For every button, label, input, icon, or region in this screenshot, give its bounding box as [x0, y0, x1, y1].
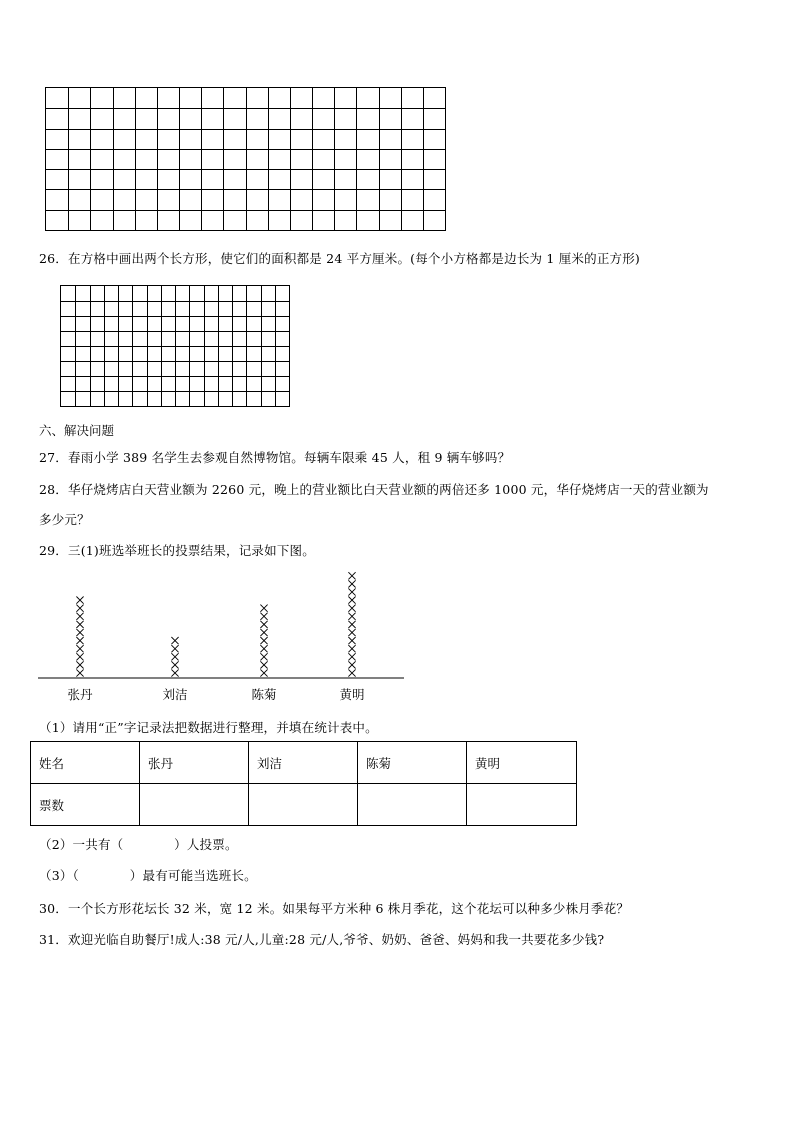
tally-mark [348, 597, 355, 604]
tally-mark [76, 629, 83, 636]
table-row-votes [31, 784, 577, 826]
question-29-part2: （2）一共有（ ）人投票。 [39, 837, 238, 852]
table-header-row [31, 742, 577, 784]
question-29: 29．三(1)班选举班长的投票结果，记录如下图。 [39, 543, 315, 558]
tally-mark [76, 653, 83, 660]
tally-mark [348, 572, 355, 579]
question-29-part3: （3）（ ）最有可能当选班长。 [39, 868, 257, 883]
tally-category-label: 陈菊 [251, 687, 277, 702]
tally-mark [260, 661, 267, 668]
tally-mark [76, 669, 83, 676]
header-cell-zhangdan: 张丹 [140, 742, 249, 784]
vote-input-cell-huangming[interactable] [467, 784, 577, 826]
tally-mark [76, 605, 83, 612]
tally-mark [76, 645, 83, 652]
vote-tally-chart [38, 568, 404, 708]
tally-mark [348, 637, 355, 644]
vote-input-cell-zhangdan[interactable] [140, 784, 249, 826]
tally-category-label: 刘洁 [162, 687, 188, 702]
question-31: 31．欢迎光临自助餐厅!成人:38 元/人,儿童:28 元/人,爷爷、奶奶、爸爸、妈妈和我一共要花多少钱? [39, 932, 605, 947]
tally-mark [348, 580, 355, 587]
tally-mark [76, 613, 83, 620]
tally-mark [260, 645, 267, 652]
tally-mark [348, 661, 355, 668]
question-28-line2: 多少元？ [39, 512, 90, 527]
tally-mark [348, 613, 355, 620]
tally-category-label: 黄明 [339, 687, 365, 702]
header-cell-huangming: 黄明 [467, 742, 577, 784]
header-cell-name: 姓名 [31, 742, 140, 784]
vote-input-cell-liujie[interactable] [249, 784, 358, 826]
question-28-line1: 28．华仔烧烤店白天营业额为 2260 元，晚上的营业额比白天营业额的两倍还多 1000 元，华仔烧烤店一天的营业额为 [39, 482, 709, 497]
tally-mark [260, 605, 267, 612]
tally-mark [76, 597, 83, 604]
tally-mark [348, 629, 355, 636]
section-heading-6: 六、解决问题 [39, 423, 115, 438]
q26-drawing-grid[interactable] [60, 285, 290, 407]
tally-mark [348, 621, 355, 628]
header-cell-chenju: 陈菊 [358, 742, 467, 784]
tally-mark [260, 637, 267, 644]
tally-mark [348, 645, 355, 652]
tally-mark [76, 661, 83, 668]
tally-mark [260, 653, 267, 660]
row-label-votes: 票数 [31, 784, 140, 826]
tally-mark [260, 669, 267, 676]
vote-input-cell-chenju[interactable] [358, 784, 467, 826]
top-drawing-grid[interactable] [45, 87, 446, 231]
tally-mark [348, 605, 355, 612]
tally-mark [260, 629, 267, 636]
tally-mark [171, 637, 178, 644]
question-26: 26．在方格中画出两个长方形，使它们的面积都是 24 平方厘米。(每个小方格都是边长为 1 厘米的正方形) [39, 251, 641, 266]
tally-mark [171, 661, 178, 668]
tally-mark [348, 653, 355, 660]
tally-category-label: 张丹 [67, 687, 93, 702]
tally-mark [76, 637, 83, 644]
tally-mark [76, 621, 83, 628]
vote-statistics-table [30, 741, 577, 826]
tally-mark [171, 653, 178, 660]
tally-mark [348, 588, 355, 595]
tally-mark [171, 645, 178, 652]
question-30: 30．一个长方形花坛长 32 米，宽 12 米。如果每平方米种 6 株月季花，这个花坛可以种多少株月季花？ [39, 901, 630, 916]
tally-mark [260, 621, 267, 628]
header-cell-liujie: 刘洁 [249, 742, 358, 784]
tally-mark [260, 613, 267, 620]
tally-mark [171, 669, 178, 676]
question-27: 27．春雨小学 389 名学生去参观自然博物馆。每辆车限乘 45 人，租 9 辆车够吗？ [39, 450, 511, 465]
question-29-part1: （1）请用“正”字记录法把数据进行整理，并填在统计表中。 [39, 720, 378, 735]
tally-mark [348, 669, 355, 676]
